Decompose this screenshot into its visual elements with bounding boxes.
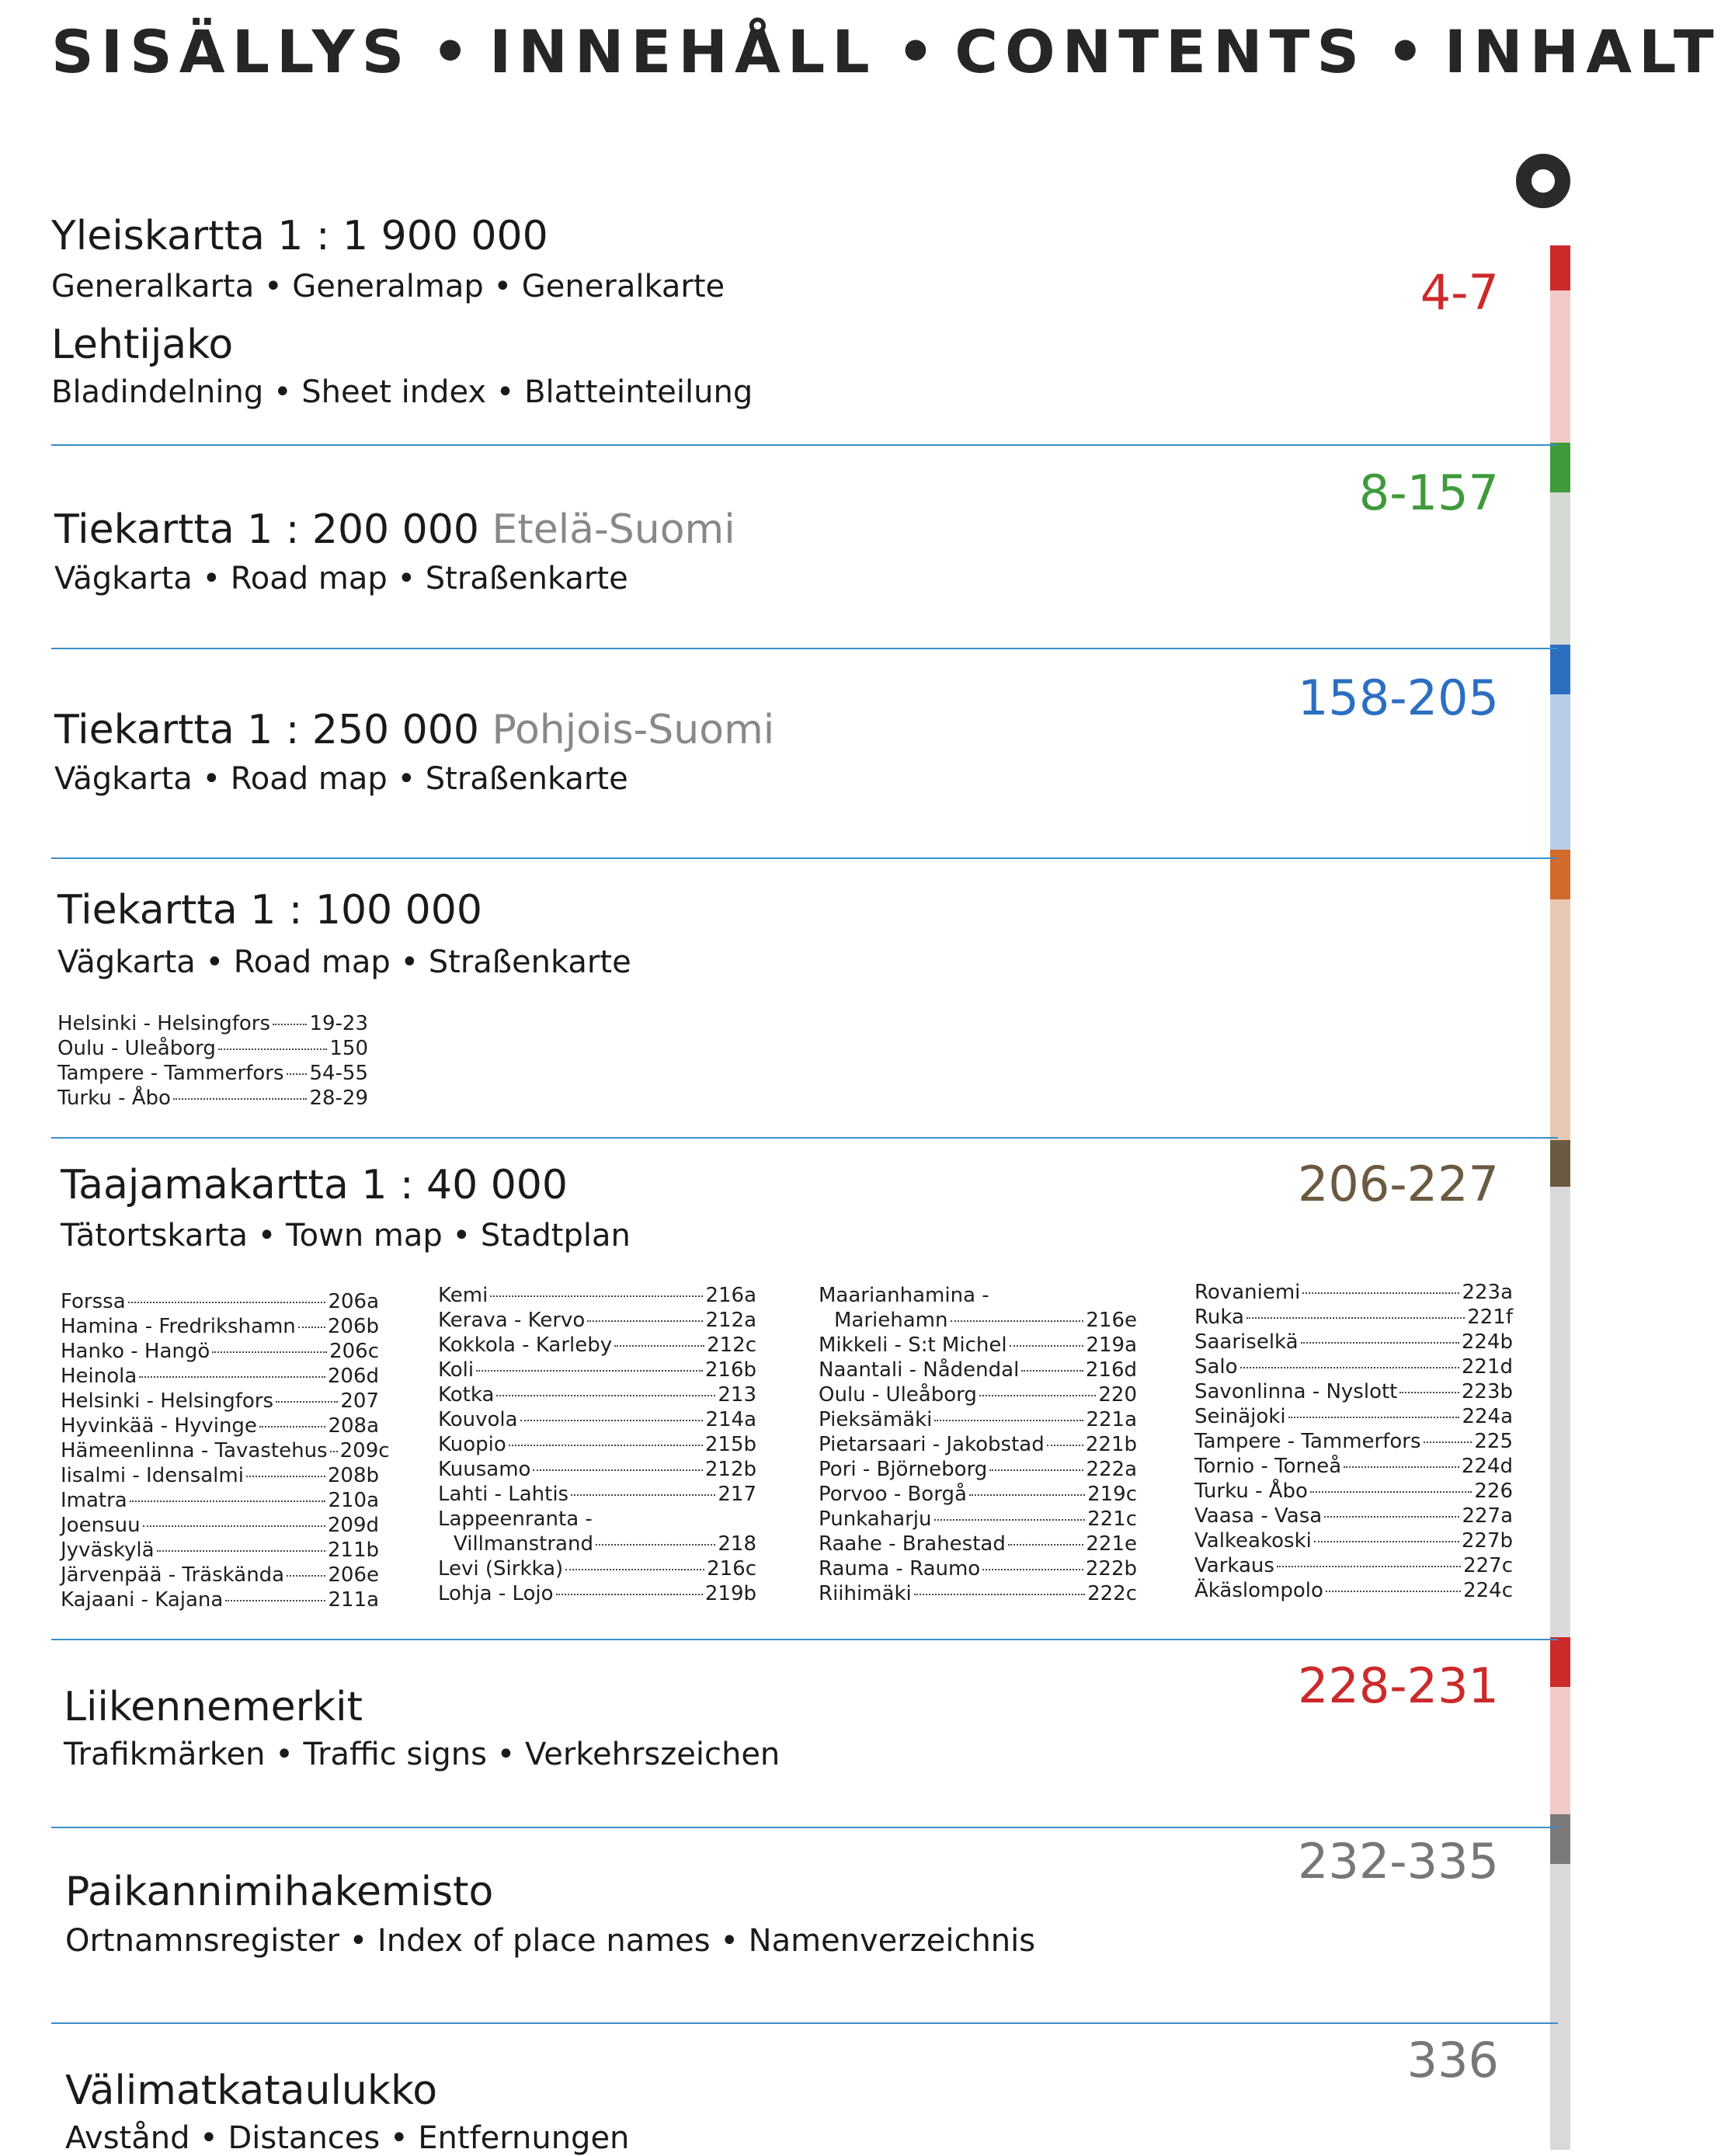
list-item[interactable]: Lahti - Lahtis 217 [438, 1483, 756, 1506]
section-title: Paikannimihakemisto [65, 1869, 494, 1915]
tab-north[interactable] [1550, 645, 1570, 694]
page-range[interactable]: 336 [1406, 2032, 1499, 2088]
page-range[interactable]: 228-231 [1297, 1657, 1499, 1714]
list-item[interactable]: Kuusamo 212b [438, 1458, 756, 1481]
list-item[interactable]: Turku - Åbo 226 [1194, 1480, 1513, 1503]
tab-general[interactable] [1550, 245, 1570, 290]
town-list-col-3 [819, 1283, 1137, 1606]
list-item[interactable]: Kuopio 215b [438, 1433, 756, 1456]
page-range[interactable]: 8-157 [1358, 464, 1499, 521]
tab-road100-light [1550, 899, 1570, 1140]
list-item[interactable]: Helsinki - Helsingfors 19-23 [57, 1012, 368, 1035]
list-item[interactable]: Valkeakoski 227b [1194, 1529, 1513, 1553]
list-item[interactable]: Kokkola - Karleby 212c [438, 1334, 756, 1357]
town-list-col-4 [1194, 1280, 1513, 1603]
list-item[interactable]: Raahe - Brahestad 221e [819, 1532, 1137, 1556]
section-title [54, 506, 735, 553]
header-fi: SISÄLLYS [51, 17, 412, 86]
header-sep: • [431, 17, 469, 86]
section-divider [51, 1137, 1558, 1139]
tab-signs[interactable] [1550, 1637, 1570, 1687]
list-item[interactable]: Porvoo - Borgå 219c [819, 1483, 1137, 1506]
section-subtitle: Generalkarta • Generalmap • Generalkarte [51, 269, 725, 304]
list-item[interactable]: Oulu - Uleåborg 150 [57, 1037, 368, 1060]
page-range[interactable]: 206-227 [1297, 1156, 1499, 1212]
header-de: INHALT [1444, 17, 1721, 86]
section-title: Taajamakartta 1 : 40 000 [61, 1162, 568, 1208]
tab-general-light [1550, 290, 1570, 443]
list-item[interactable]: Imatra 210a [61, 1489, 379, 1512]
tab-index-light [1550, 1864, 1570, 2150]
list-item[interactable]: Äkäslompolo 224c [1194, 1579, 1513, 1602]
header-sep: • [1386, 17, 1424, 86]
list-item[interactable]: Kemi 216a [438, 1284, 756, 1307]
list-item[interactable]: Kerava - Kervo 212a [438, 1309, 756, 1332]
region-label: Etelä-Suomi [492, 506, 735, 553]
section-divider [51, 1827, 1558, 1828]
list-item[interactable]: Oulu - Uleåborg 220 [819, 1383, 1137, 1407]
list-item[interactable]: Pori - Björneborg 222a [819, 1458, 1137, 1481]
page-range[interactable]: 158-205 [1297, 669, 1499, 726]
scale-title: Tiekartta 1 : 250 000 [54, 707, 479, 753]
list-item[interactable]: Pietarsaari - Jakobstad 221b [819, 1433, 1137, 1456]
list-item[interactable]: Punkaharju 221c [819, 1507, 1137, 1531]
tab-south[interactable] [1550, 443, 1570, 492]
header-sv: INNEHÅLL [488, 17, 877, 86]
list-item[interactable]: Heinola 206d [61, 1365, 379, 1388]
tab-town-light [1550, 1187, 1570, 1637]
region-label: Pohjois-Suomi [492, 707, 775, 753]
list-item[interactable]: Mariehamn 216e [834, 1309, 1137, 1332]
list-item[interactable]: Hanko - Hangö 206c [61, 1340, 379, 1363]
list-item[interactable]: Pieksämäki 221a [819, 1408, 1137, 1431]
list-item[interactable]: Maarianhamina - [819, 1284, 989, 1307]
city-list [57, 1011, 368, 1111]
list-item[interactable]: Rovaniemi 223a [1194, 1281, 1513, 1304]
section-title: Tiekartta 1 : 100 000 [57, 887, 482, 934]
list-item[interactable]: Hyvinkää - Hyvinge 208a [61, 1414, 379, 1438]
list-item[interactable]: Kotka 213 [438, 1383, 756, 1407]
section-subtitle: Vägkarta • Road map • Straßenkarte [57, 944, 631, 980]
page-range[interactable]: 4-7 [1420, 264, 1499, 321]
section-subtitle: Trafikmärken • Traffic signs • Verkehrszeichen [64, 1737, 781, 1772]
list-item[interactable]: Riihimäki 222c [819, 1582, 1137, 1605]
section-subtitle: Ortnamnsregister • Index of place names • Namenverzeichnis [65, 1923, 1036, 1959]
list-item[interactable]: Koli 216b [438, 1358, 756, 1382]
list-item[interactable]: Lappeenranta - [438, 1507, 593, 1531]
list-item[interactable]: Tornio - Torneå 224d [1194, 1455, 1513, 1478]
section-divider [51, 857, 1558, 859]
tab-north-light [1550, 694, 1570, 850]
section-title [54, 707, 774, 753]
section-title: Liikennemerkit [64, 1684, 363, 1730]
tab-south-light [1550, 492, 1570, 645]
list-item[interactable]: Joensuu 209d [61, 1514, 379, 1537]
page-range[interactable]: 232-335 [1297, 1833, 1499, 1890]
contents-header [51, 17, 1721, 87]
section-divider [51, 444, 1558, 446]
section-subtitle: Avstånd • Distances • Entfernungen [65, 2120, 630, 2156]
section-title-secondary: Lehtijako [51, 322, 234, 368]
list-item[interactable]: Iisalmi - Idensalmi 208b [61, 1464, 379, 1487]
list-item[interactable]: Kajaani - Kajana 211a [61, 1588, 379, 1612]
list-item[interactable]: Salo 221d [1194, 1355, 1513, 1379]
scale-title: Tiekartta 1 : 200 000 [54, 506, 479, 553]
list-item[interactable]: Tampere - Tammerfors 54-55 [57, 1062, 368, 1085]
tab-signs-light [1550, 1687, 1570, 1814]
list-item[interactable]: Jyväskylä 211b [61, 1539, 379, 1562]
list-item[interactable]: Mikkeli - S:t Michel 219a [819, 1334, 1137, 1357]
list-item[interactable]: Forssa 206a [61, 1290, 379, 1313]
list-item[interactable]: Tampere - Tammerfors 225 [1194, 1430, 1513, 1453]
list-item[interactable]: Rauma - Raumo 222b [819, 1557, 1137, 1580]
section-title: Välimatkataulukko [65, 2067, 438, 2114]
list-item[interactable]: Järvenpää - Träskända 206e [61, 1563, 379, 1587]
tab-town[interactable] [1550, 1140, 1570, 1187]
section-subtitle: Tätortskarta • Town map • Stadtplan [61, 1218, 631, 1254]
section-subtitle: Vägkarta • Road map • Straßenkarte [54, 561, 628, 596]
town-list-col-1 [61, 1289, 390, 1612]
list-item[interactable]: Vaasa - Vasa 227a [1194, 1504, 1513, 1528]
list-item[interactable]: Hämeenlinna - Tavastehus 209c [61, 1439, 390, 1462]
binder-ring-icon [1516, 154, 1570, 208]
list-item[interactable]: Varkaus 227c [1194, 1554, 1513, 1577]
list-item[interactable]: Kouvola 214a [438, 1408, 756, 1431]
list-item[interactable]: Levi (Sirkka) 216c [438, 1557, 756, 1580]
list-item[interactable]: Villmanstrand 218 [454, 1532, 756, 1556]
list-item[interactable]: Lohja - Lojo 219b [438, 1582, 756, 1605]
list-item[interactable]: Naantali - Nådendal 216d [819, 1358, 1137, 1382]
list-item[interactable]: Savonlinna - Nyslott 223b [1194, 1380, 1513, 1403]
list-item[interactable]: Seinäjoki 224a [1194, 1405, 1513, 1428]
section-subtitle-secondary: Bladindelning • Sheet index • Blatteinteilung [51, 374, 753, 410]
section-divider [51, 1639, 1558, 1640]
header-en: CONTENTS [954, 17, 1367, 86]
list-item[interactable]: Hamina - Fredrikshamn 206b [61, 1315, 379, 1338]
list-item[interactable]: Turku - Åbo 28-29 [57, 1087, 368, 1110]
section-divider [51, 2022, 1558, 2024]
tab-index[interactable] [1550, 1814, 1570, 1864]
list-item[interactable]: Saariselkä 224b [1194, 1330, 1513, 1354]
section-subtitle: Vägkarta • Road map • Straßenkarte [54, 761, 628, 797]
section-divider [51, 648, 1558, 649]
list-item[interactable]: Ruka 221f [1194, 1306, 1513, 1329]
town-list-col-2 [438, 1283, 756, 1606]
header-sep: • [896, 17, 935, 86]
list-item[interactable]: Helsinki - Helsingfors 207 [61, 1389, 379, 1413]
section-title: Yleiskartta 1 : 1 900 000 [51, 213, 548, 259]
